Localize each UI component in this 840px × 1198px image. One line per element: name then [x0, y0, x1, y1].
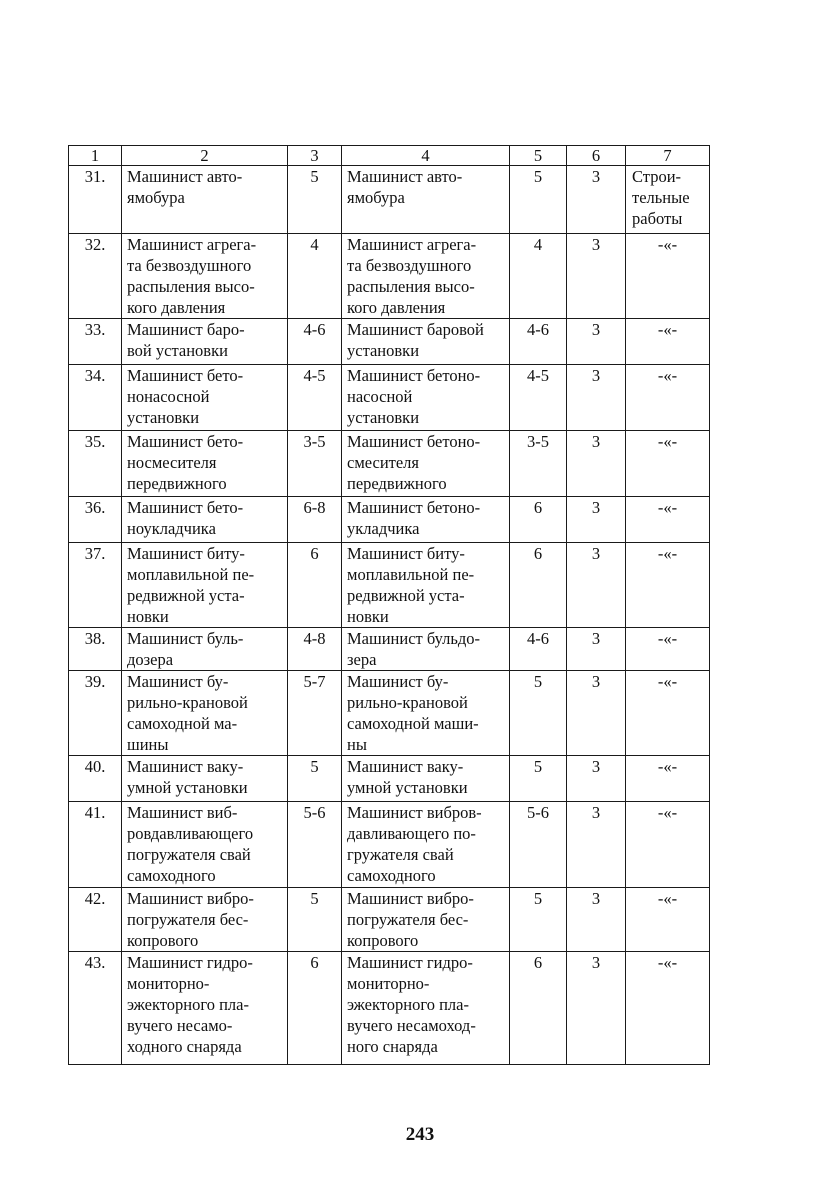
- profession-name-2: Машинист авто- ямобура: [122, 166, 288, 234]
- grade-range-3: 5-7: [288, 671, 342, 756]
- table-row: [69, 802, 710, 888]
- header-cell: 6: [567, 146, 626, 166]
- page-number: 243: [405, 1124, 435, 1145]
- grade-5: 6: [510, 543, 567, 628]
- work-type-7: -«-: [626, 952, 710, 1065]
- grade-5: 3-5: [510, 431, 567, 497]
- work-type-7: Строи- тельные работы: [626, 166, 710, 234]
- table-row: [69, 497, 710, 543]
- grade-range-3: 4-5: [288, 365, 342, 431]
- table-row: [69, 166, 710, 234]
- row-number: 42.: [69, 888, 122, 952]
- row-number: 32.: [69, 234, 122, 319]
- row-number: 33.: [69, 319, 122, 365]
- profession-name-4: Машинист гидро- мониторно- эжекторного пла- вучего несамоход- ного снаряда: [342, 952, 510, 1065]
- header-cell: 3: [288, 146, 342, 166]
- table-row: [69, 952, 710, 1065]
- header-cell: 4: [342, 146, 510, 166]
- value-6: 3: [567, 671, 626, 756]
- profession-name-4: Машинист биту- моплавильной пе- редвижной уста- новки: [342, 543, 510, 628]
- row-number: 39.: [69, 671, 122, 756]
- value-6: 3: [567, 234, 626, 319]
- grade-range-3: 5: [288, 888, 342, 952]
- header-cell: 7: [626, 146, 710, 166]
- value-6: 3: [567, 365, 626, 431]
- profession-name-2: Машинист ваку- умной установки: [122, 756, 288, 802]
- row-number: 43.: [69, 952, 122, 1065]
- grade-5: 5-6: [510, 802, 567, 888]
- grade-range-3: 4-6: [288, 319, 342, 365]
- profession-name-4: Машинист бетоно- смесителя передвижного: [342, 431, 510, 497]
- value-6: 3: [567, 628, 626, 671]
- profession-name-2: Машинист агрега- та безвоздушного распыления высо- кого давления: [122, 234, 288, 319]
- profession-name-2: Машинист буль- дозера: [122, 628, 288, 671]
- header-row: [69, 146, 710, 166]
- grade-5: 6: [510, 497, 567, 543]
- profession-name-2: Машинист гидро- мониторно- эжекторного пла- вучего несамо- ходного снаряда: [122, 952, 288, 1065]
- row-number: 41.: [69, 802, 122, 888]
- work-type-7: -«-: [626, 365, 710, 431]
- value-6: 3: [567, 166, 626, 234]
- profession-name-4: Машинист бетоно- насосной установки: [342, 365, 510, 431]
- value-6: 3: [567, 802, 626, 888]
- profession-name-2: Машинист бето- носмесителя передвижного: [122, 431, 288, 497]
- row-number: 37.: [69, 543, 122, 628]
- row-number: 34.: [69, 365, 122, 431]
- table-row: [69, 628, 710, 671]
- header-cell: 1: [69, 146, 122, 166]
- table-row: [69, 431, 710, 497]
- profession-name-2: Машинист бу- рильно-крановой самоходной ма- шины: [122, 671, 288, 756]
- table-row: [69, 888, 710, 952]
- grade-5: 4-6: [510, 628, 567, 671]
- row-number: 35.: [69, 431, 122, 497]
- row-number: 31.: [69, 166, 122, 234]
- profession-name-4: Машинист бу- рильно-крановой самоходной маши- ны: [342, 671, 510, 756]
- work-type-7: -«-: [626, 234, 710, 319]
- grade-range-3: 4: [288, 234, 342, 319]
- value-6: 3: [567, 497, 626, 543]
- grade-range-3: 6: [288, 952, 342, 1065]
- value-6: 3: [567, 888, 626, 952]
- row-number: 36.: [69, 497, 122, 543]
- value-6: 3: [567, 952, 626, 1065]
- work-type-7: -«-: [626, 802, 710, 888]
- header-cell: 5: [510, 146, 567, 166]
- grade-5: 4-6: [510, 319, 567, 365]
- work-type-7: -«-: [626, 671, 710, 756]
- grade-range-3: 3-5: [288, 431, 342, 497]
- grade-range-3: 5: [288, 756, 342, 802]
- work-type-7: -«-: [626, 319, 710, 365]
- work-type-7: -«-: [626, 756, 710, 802]
- grade-range-3: 5-6: [288, 802, 342, 888]
- profession-name-4: Машинист бетоно- укладчика: [342, 497, 510, 543]
- table-row: [69, 671, 710, 756]
- grade-5: 6: [510, 952, 567, 1065]
- value-6: 3: [567, 543, 626, 628]
- grade-range-3: 6: [288, 543, 342, 628]
- grade-5: 4: [510, 234, 567, 319]
- table-row: [69, 234, 710, 319]
- profession-name-2: Машинист вибро- погружателя бес- копрового: [122, 888, 288, 952]
- profession-name-4: Машинист бульдо- зера: [342, 628, 510, 671]
- profession-name-2: Машинист бето- ноукладчика: [122, 497, 288, 543]
- row-number: 40.: [69, 756, 122, 802]
- profession-name-4: Машинист агрега- та безвоздушного распыления высо- кого давления: [342, 234, 510, 319]
- profession-name-2: Машинист биту- моплавильной пе- редвижной уста- новки: [122, 543, 288, 628]
- grade-range-3: 5: [288, 166, 342, 234]
- grade-5: 4-5: [510, 365, 567, 431]
- row-number: 38.: [69, 628, 122, 671]
- value-6: 3: [567, 431, 626, 497]
- table-row: [69, 365, 710, 431]
- profession-name-2: Машинист баро- вой установки: [122, 319, 288, 365]
- profession-name-2: Машинист бето- нонасосной установки: [122, 365, 288, 431]
- table-row: [69, 319, 710, 365]
- profession-name-2: Машинист виб- ровдавливающего погружателя свай самоходного: [122, 802, 288, 888]
- work-type-7: -«-: [626, 888, 710, 952]
- value-6: 3: [567, 319, 626, 365]
- grade-5: 5: [510, 671, 567, 756]
- grade-range-3: 4-8: [288, 628, 342, 671]
- grade-5: 5: [510, 756, 567, 802]
- table-row: [69, 543, 710, 628]
- work-type-7: -«-: [626, 431, 710, 497]
- profession-name-4: Машинист баровой установки: [342, 319, 510, 365]
- profession-name-4: Машинист вибро- погружателя бес- копрового: [342, 888, 510, 952]
- value-6: 3: [567, 756, 626, 802]
- work-type-7: -«-: [626, 497, 710, 543]
- profession-table: [68, 145, 710, 1065]
- profession-name-4: Машинист авто- ямобура: [342, 166, 510, 234]
- profession-name-4: Машинист ваку- умной установки: [342, 756, 510, 802]
- header-cell: 2: [122, 146, 288, 166]
- work-type-7: -«-: [626, 543, 710, 628]
- table-row: [69, 756, 710, 802]
- work-type-7: -«-: [626, 628, 710, 671]
- grade-5: 5: [510, 166, 567, 234]
- grade-5: 5: [510, 888, 567, 952]
- profession-name-4: Машинист вибров- давливающего по- гружателя свай самоходного: [342, 802, 510, 888]
- grade-range-3: 6-8: [288, 497, 342, 543]
